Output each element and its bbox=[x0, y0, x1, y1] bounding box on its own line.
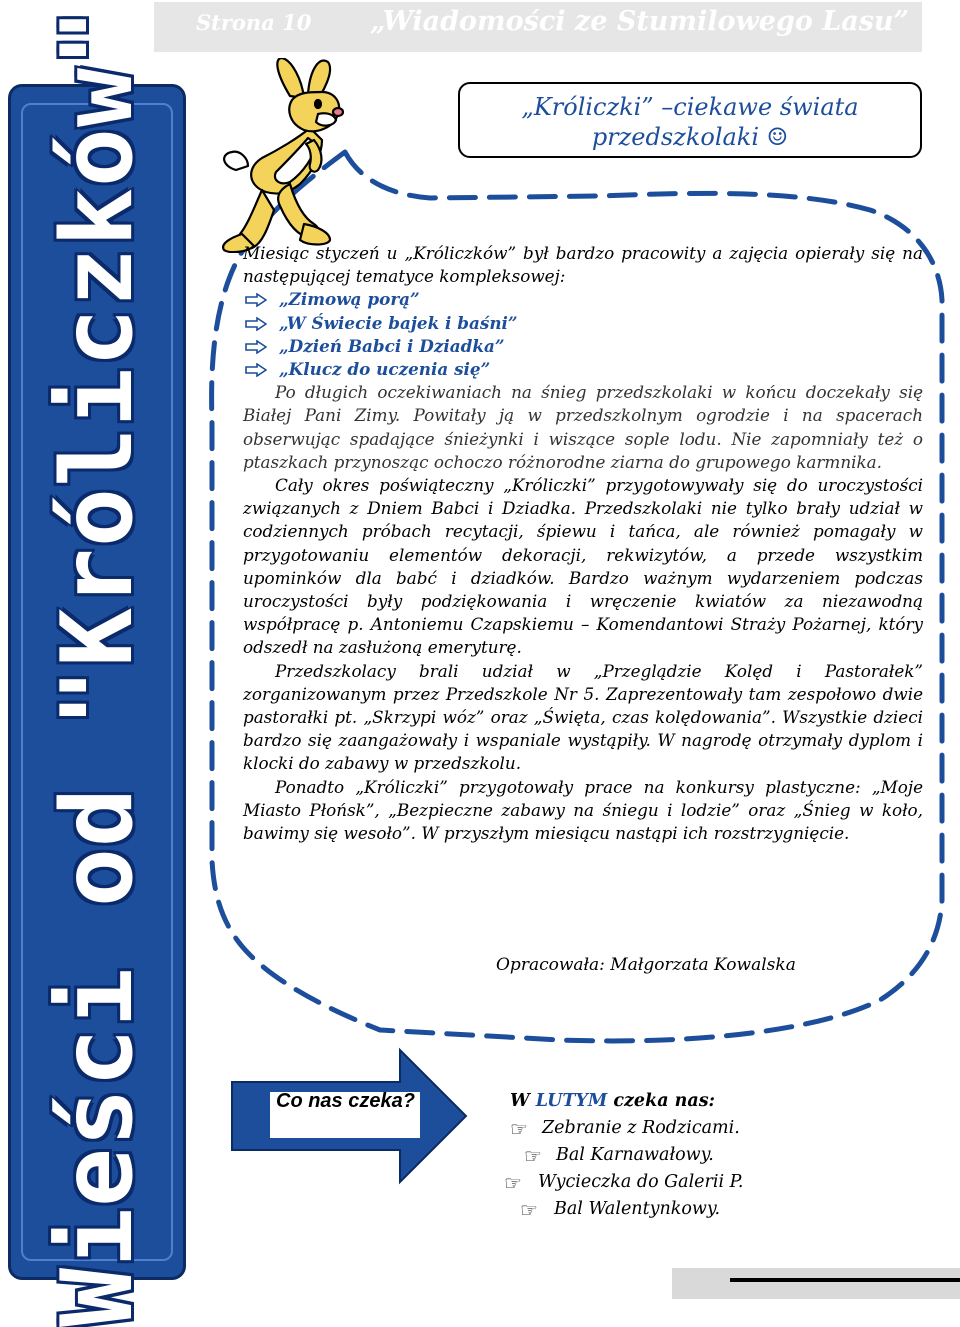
list-item: ☞ Wycieczka do Galerii P. bbox=[504, 1171, 744, 1195]
article-body bbox=[243, 242, 923, 845]
paragraph-contests: Ponadto „Króliczki” przygotowały prace na konkursy plastyczne: „Moje Miasto Płońsk”, „Bezpieczne zabawy na śniegu i lodzie” oraz „Śnieg w koło, bawimy się wesoło”. W przyszłym miesiącu nastąpi ich rozstrzygnięcie. bbox=[243, 776, 923, 844]
page-number: Strona 10 bbox=[196, 10, 312, 35]
article-title-box bbox=[458, 82, 922, 158]
topic-item bbox=[243, 288, 923, 311]
article-title-line1: „Króliczki” –ciekawe świata bbox=[521, 93, 859, 121]
rabbit-illustration bbox=[218, 58, 368, 253]
topic-label: „Dzień Babci i Dziadka” bbox=[279, 335, 505, 356]
footer-line bbox=[730, 1278, 960, 1282]
list-item: ☞ Bal Karnawałowy. bbox=[524, 1144, 714, 1168]
arrow-label: Co nas czeka? bbox=[276, 1090, 415, 1112]
paragraph-carols: Przedszkolacy brali udział w „Przeglądzie Kolęd i Pastorałek” zorganizowanym przez Przedszkole Nr 5. Zaprezentowały tam zespołowo dwie pastorałki pt. „Skrzypi wóz” oraz „Święta, czas kolędowania”. Wszystkie dzieci bardzo się zaangażowały i wspaniale wystąpiły. W nagrodę otrzymały dyplom i klocki do zabawy w przedszkolu. bbox=[243, 660, 923, 774]
outline-arrow-right-icon bbox=[245, 363, 267, 377]
topic-item bbox=[243, 312, 923, 335]
topic-item bbox=[243, 358, 923, 381]
signature: Opracowała: Małgorzata Kowalska bbox=[496, 955, 796, 975]
newsletter-title: „Wiadomości ze Stumilowego Lasu” bbox=[370, 6, 910, 37]
list-item: ☞ Bal Walentynkowy. bbox=[520, 1198, 721, 1222]
footer-bar bbox=[672, 1268, 960, 1299]
pointing-hand-icon: ☞ bbox=[504, 1171, 522, 1195]
big-arrow-right-icon bbox=[222, 1046, 472, 1186]
article-title-line2: przedszkolaki ☺ bbox=[591, 123, 789, 151]
paragraph-grandparents-day: Cały okres poświąteczny „Króliczki” przygotowywały się do uroczystości związanych z Dniem Babci i Dziadka. Przedszkolaki nie tylko brały udział w codziennych próbach recytacji, śpiewu i tańca, ale również pomagały w przygotowaniu elementów dekoracji, rekwizytów, a przede wszystkim upominków dla babć i dziadków. Bardzo ważnym wydarzeniem podczas uroczystości były podziękowania i wręczenie kwiatów za niezawodną współpracę p. Antoniemu Czapskiemu – Komendantowi Straży Pożarnej, który odszedł na zasłużoną emeryturę. bbox=[243, 475, 923, 658]
topic-label: „Zimową porą” bbox=[279, 289, 420, 310]
outline-arrow-right-icon bbox=[245, 293, 267, 307]
paragraph-winter: Po długich oczekiwaniach na śnieg przedszkolaki w końcu doczekały się Białej Pani Zimy. Powitały ją w przedszkolnym ogrodzie i na spacerach obserwując spadające śnieżynki i wiszące sople lodu. Nie zapomniały też o ptaszkach przynosząc ochoczo różnorodne ziarna do grupowego karmnika. bbox=[243, 382, 923, 472]
topic-item bbox=[243, 335, 923, 358]
banner-text: Wieści od "Króliczków" bbox=[41, 6, 155, 1327]
month-name: LUTYM bbox=[535, 1091, 608, 1111]
outline-arrow-right-icon bbox=[245, 340, 267, 354]
pointing-hand-icon: ☞ bbox=[510, 1117, 528, 1141]
list-item: ☞ Zebranie z Rodzicami. bbox=[510, 1117, 740, 1141]
february-heading: W LUTYM czeka nas: bbox=[510, 1091, 716, 1111]
topic-label: „W Świecie bajek i baśni” bbox=[279, 312, 518, 333]
pointing-hand-icon: ☞ bbox=[524, 1144, 542, 1168]
pointing-hand-icon: ☞ bbox=[520, 1198, 538, 1222]
february-plans bbox=[504, 1088, 744, 1223]
topic-label: „Klucz do uczenia się” bbox=[279, 359, 491, 380]
intro-paragraph: Miesiąc styczeń u „Króliczków” był bardzo pracowity a zajęcia opierały się na następującej tematyce kompleksowej: bbox=[243, 243, 923, 287]
outline-arrow-right-icon bbox=[245, 317, 267, 331]
